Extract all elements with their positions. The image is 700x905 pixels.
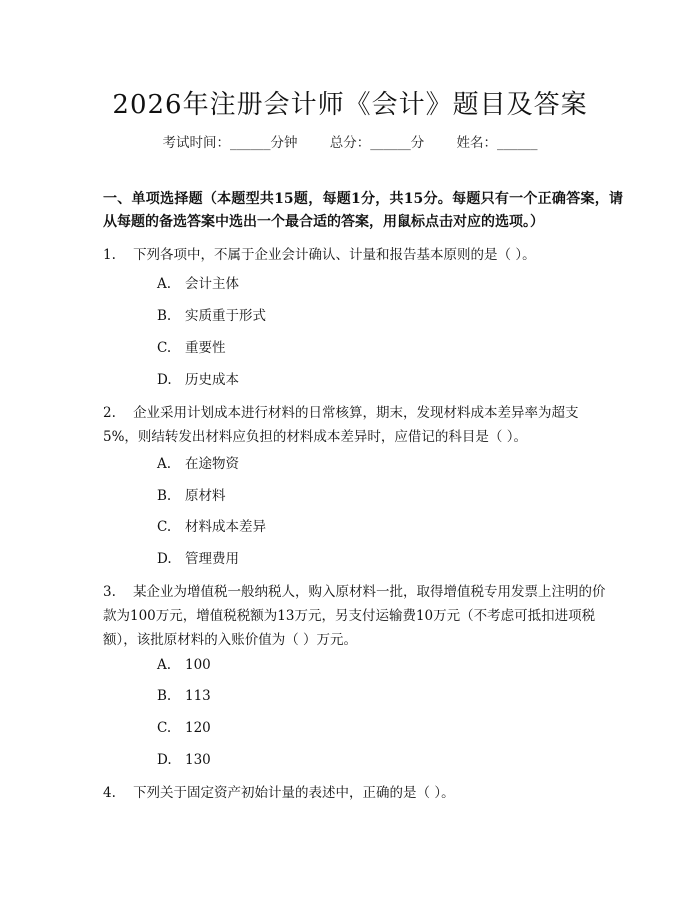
- option-text: 管理费用: [185, 551, 239, 567]
- option-text: 在途物资: [185, 456, 239, 472]
- question-1-option-b[interactable]: [157, 306, 266, 326]
- question-3-option-c[interactable]: [157, 718, 211, 738]
- option-text: 130: [185, 752, 211, 768]
- option-letter: A.: [157, 657, 172, 673]
- question-3-option-a[interactable]: [157, 655, 211, 675]
- question-text: 企业采用计划成本进行材料的日常核算，期末，发现材料成本差异率为超支5%，则结转发出材料应负担的材料成本差异时，应借记的科目是（ ）。: [103, 405, 579, 445]
- option-text: 原材料: [185, 488, 226, 504]
- total-score-field: 总分：______分: [329, 135, 425, 151]
- option-text: 实质重于形式: [185, 308, 266, 324]
- question-number: 1.: [103, 247, 116, 263]
- option-text: 100: [185, 657, 211, 673]
- question-2-option-a[interactable]: [157, 454, 239, 474]
- option-letter: D.: [157, 551, 172, 567]
- question-1-option-c[interactable]: [157, 338, 226, 358]
- question-1-option-d[interactable]: [157, 370, 239, 390]
- question-3: [103, 580, 613, 652]
- option-letter: D.: [157, 372, 172, 388]
- option-letter: A.: [157, 276, 172, 292]
- question-2-option-c[interactable]: [157, 517, 266, 537]
- question-number: 2.: [103, 405, 116, 421]
- question-3-option-b[interactable]: [157, 686, 211, 706]
- question-2: [103, 401, 613, 449]
- option-letter: C.: [157, 340, 172, 356]
- question-4: [103, 781, 613, 805]
- option-text: 113: [185, 688, 211, 704]
- option-text: 材料成本差异: [185, 519, 266, 535]
- option-letter: B.: [157, 488, 172, 504]
- question-number: 4.: [103, 785, 116, 801]
- question-1: [103, 243, 613, 267]
- question-2-option-d[interactable]: [157, 549, 239, 569]
- question-number: 3.: [103, 584, 116, 600]
- exam-meta: [0, 131, 700, 151]
- section-heading: 一、单项选择题（本题型共15题，每题1分，共15分。每题只有一个正确答案，请从每题的备选答案中选出一个最合适的答案，用鼠标点击对应的选项。）: [103, 191, 623, 230]
- question-text: 下列关于固定资产初始计量的表述中，正确的是（ ）。: [133, 785, 455, 801]
- question-1-option-a[interactable]: [157, 274, 239, 294]
- option-letter: C.: [157, 720, 172, 736]
- option-letter: C.: [157, 519, 172, 535]
- option-text: 重要性: [185, 340, 226, 356]
- option-text: 历史成本: [185, 372, 239, 388]
- option-letter: A.: [157, 456, 172, 472]
- option-letter: B.: [157, 308, 172, 324]
- option-letter: B.: [157, 688, 172, 704]
- option-text: 120: [185, 720, 211, 736]
- question-text: 某企业为增值税一般纳税人，购入原材料一批，取得增值税专用发票上注明的价款为100万元，增值税税额为13万元，另支付运输费10万元（不考虑可抵扣进项税额），该批原材料的入账价值为（ ）万元。: [103, 584, 606, 648]
- question-2-option-b[interactable]: [157, 486, 226, 506]
- name-field: 姓名：______: [456, 135, 538, 151]
- option-letter: D.: [157, 752, 172, 768]
- page-title: 2026年注册会计师《会计》题目及答案: [112, 90, 588, 120]
- exam-time-field: 考试时间：______分钟: [162, 135, 298, 151]
- question-text: 下列各项中，不属于企业会计确认、计量和报告基本原则的是（ ）。: [133, 247, 536, 263]
- option-text: 会计主体: [185, 276, 239, 292]
- question-3-option-d[interactable]: [157, 750, 211, 770]
